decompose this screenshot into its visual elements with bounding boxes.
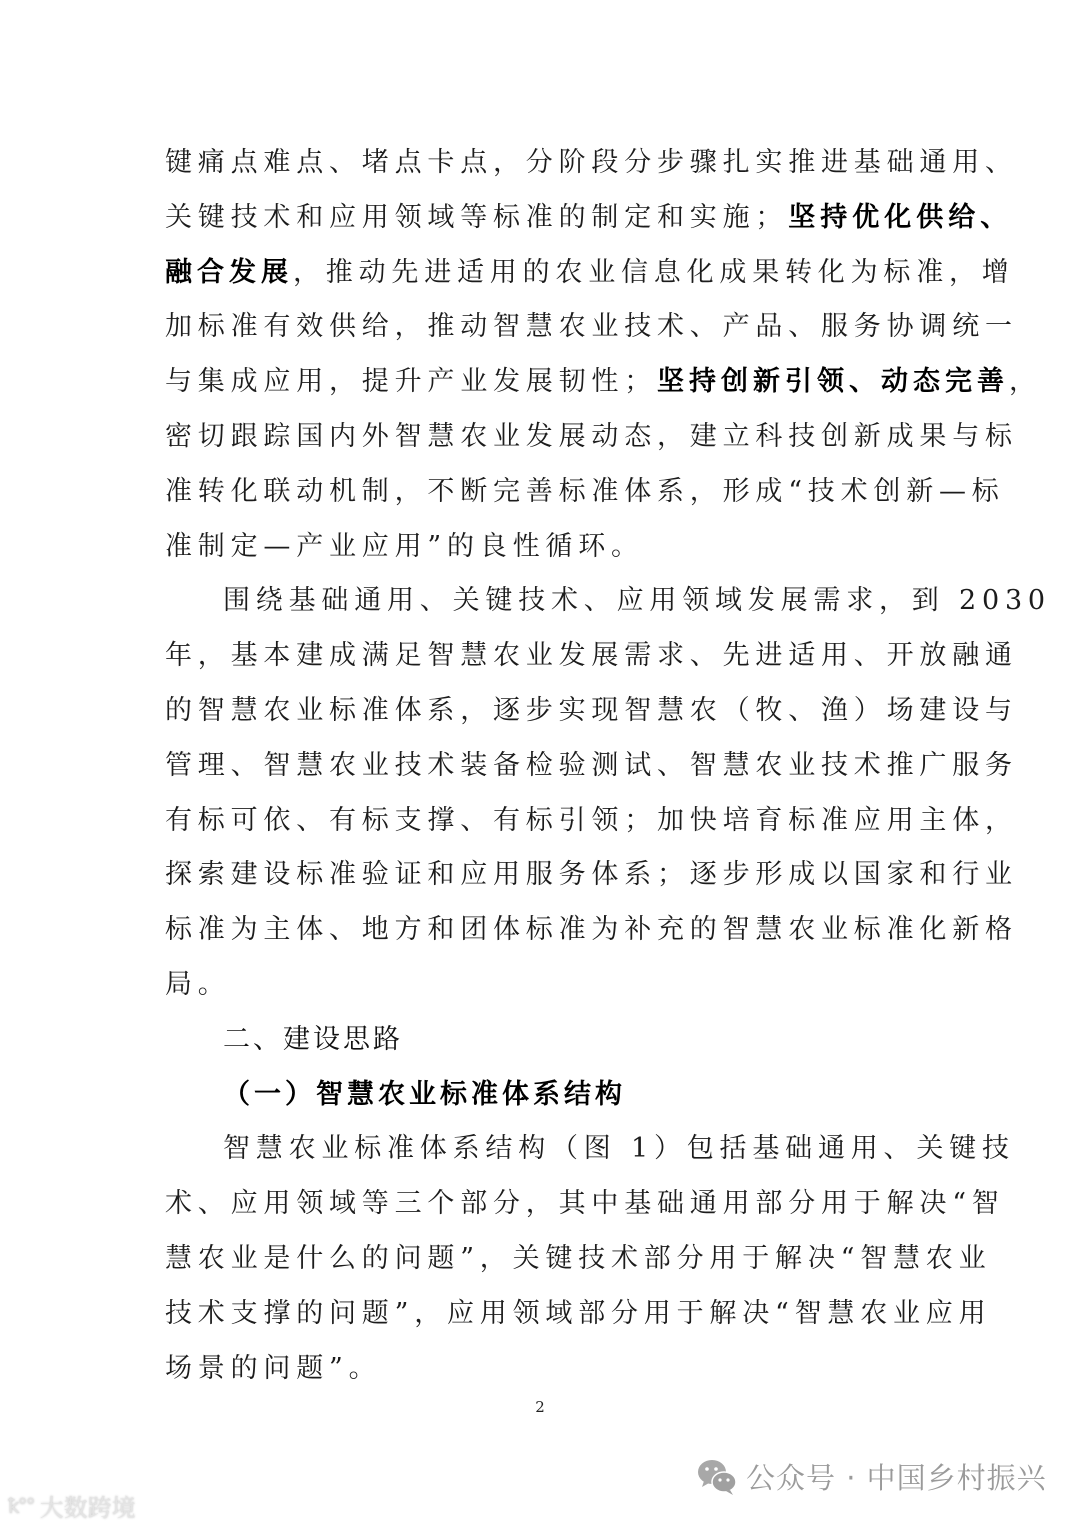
watermark-left-text: 大数跨境 xyxy=(39,1494,136,1522)
bold-phrase: 融合发展 xyxy=(165,256,293,288)
text-line xyxy=(165,465,1005,520)
wechat-icon xyxy=(696,1457,738,1497)
text-segment: 密切跟踪国内外智慧农业发展动态，建立科技创新成果与标 xyxy=(165,420,1018,452)
text-line xyxy=(165,520,915,575)
text-segment: ，推动先进适用的农业信息化成果转化为标准，增 xyxy=(293,256,1015,288)
text-line: 探索建设标准验证和应用服务体系；逐步形成以国家和行业 xyxy=(165,859,1018,891)
text-line xyxy=(165,191,1013,246)
paragraph-3 xyxy=(165,1122,1015,1396)
paragraph-1 xyxy=(165,136,1042,574)
text-line: 局。 xyxy=(165,968,231,1000)
watermark-right xyxy=(696,1456,1047,1497)
text-segment: 关键技术和应用领域等标准的制定和实施； xyxy=(165,201,789,233)
subsection-heading: （一）智慧农业标准体系结构 xyxy=(223,1078,626,1110)
bold-phrase: 坚持优化供给、 xyxy=(788,201,1013,233)
text-line: 场景的问题”。 xyxy=(165,1352,382,1384)
text-segment: 加标准有效供给，推动智慧农业技术、产品、服务协调统一 xyxy=(165,311,1018,343)
text-line: 有标可依、有标支撑、有标引领；加快培育标准应用主体， xyxy=(165,804,1018,836)
paragraph-2 xyxy=(165,574,1051,1012)
text-segment: 与集成应用，提升产业发展韧性； xyxy=(165,366,657,398)
text-line: 的智慧农业标准体系，逐步实现智慧农（牧、渔）场建设与 xyxy=(165,694,1018,726)
text-line: 慧农业是什么的问题”，关键技术部分用于解决“智慧农业 xyxy=(165,1242,992,1274)
page-number: 2 xyxy=(535,1398,545,1416)
text-line: 年，基本建成满足智慧农业发展需求、先进适用、开放融通 xyxy=(165,640,1018,672)
text-line: 技术支撑的问题”，应用领域部分用于解决“智慧农业应用 xyxy=(165,1297,992,1329)
text-line xyxy=(165,300,1018,355)
brand-logo-icon: ꝁ°° xyxy=(8,1493,34,1518)
text-segment: 准制定—产业应用”的良性循环。 xyxy=(165,530,644,562)
section-heading: 二、建设思路 xyxy=(223,1023,403,1055)
text-segment: 准转化联动机制，不断完善标准体系，形成“技术创新—标 xyxy=(165,475,1005,507)
text-segment: 键痛点难点、堵点卡点，分阶段分步骤扎实推进基础通用、 xyxy=(165,147,1018,178)
document-body xyxy=(165,136,1051,1396)
text-line xyxy=(165,136,1018,191)
text-line: 术、应用领域等三个部分，其中基础通用部分用于解决“智 xyxy=(165,1188,1005,1220)
text-line xyxy=(165,355,1042,410)
text-line: 管理、智慧农业技术装备检验测试、智慧农业技术推广服务 xyxy=(165,749,1018,781)
watermark-right-text: 公众号 · 中国乡村振兴 xyxy=(746,1461,1047,1495)
text-line: 标准为主体、地方和团体标准为补充的智慧农业标准化新格 xyxy=(165,914,1018,946)
bold-phrase: 坚持创新引领、动态完善 xyxy=(657,366,1009,398)
text-line xyxy=(165,410,1018,465)
text-line: 围绕基础通用、关键技术、应用领域发展需求，到 2030 xyxy=(223,585,1051,617)
watermark-left xyxy=(8,1488,136,1523)
text-line xyxy=(165,246,1015,301)
text-line: 智慧农业标准体系结构（图 1）包括基础通用、关键技 xyxy=(223,1133,1015,1165)
text-segment: ， xyxy=(1009,366,1042,398)
